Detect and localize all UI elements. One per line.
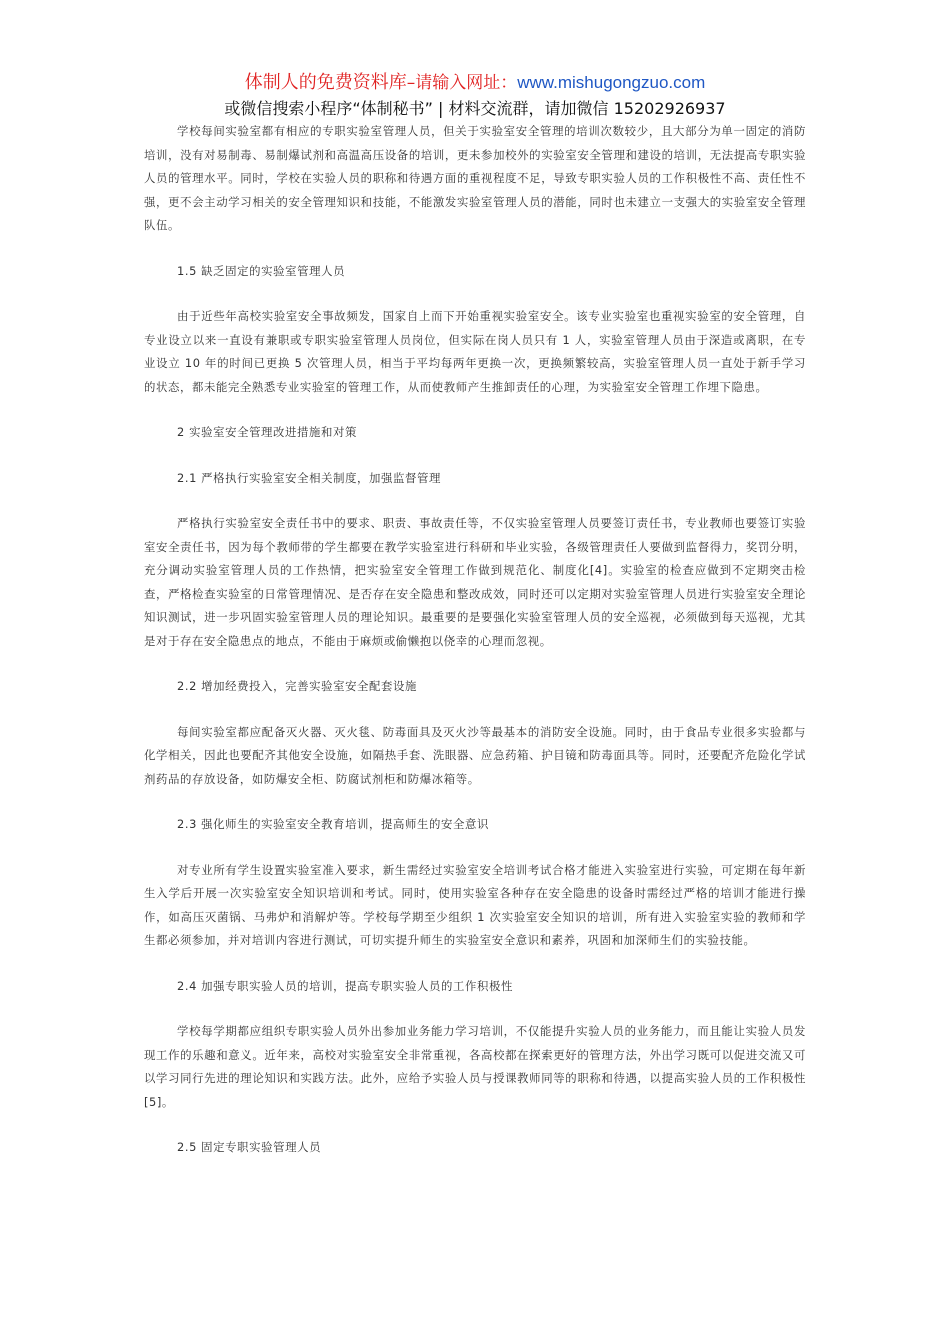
header-prompt: –请输入网址： bbox=[406, 73, 518, 93]
page-header bbox=[0, 70, 950, 122]
heading-2: 2 实验室安全管理改进措施和对策 bbox=[177, 425, 357, 439]
paragraph-3: 严格执行实验室安全责任书中的要求、职责、事故责任等，不仅实验室管理人员要签订责任书，专业教师也要签订实验室安全责任书，因为每个教师带的学生都要在教学实验室进行科研和毕业实验，各级管理责任人要做到监督得力，奖罚分明，充分调动实验室管理人员的工作热情，把实验室安全管理工作做到规范化、制度化[4]。实验室的检查应做到不定期突击检查，严格检查实验室的日常管理情况、是否存在安全隐患和整改成效，同时还可以定期对实验室管理人员进行实验室安全理论知识测试，进一步巩固实验室管理人员的理论知识。最重要的是要强化实验室管理人员的安全巡视，必须做到每天巡视，尤其是对于存在安全隐患点的地点，不能由于麻烦或偷懒抱以侥幸的心理而忽视。 bbox=[144, 516, 806, 648]
paragraph-2: 由于近些年高校实验室安全事故频发，国家自上而下开始重视实验室安全。该专业实验室也重视实验室的安全管理，自专业设立以来一直设有兼职或专职实验室管理人员岗位，但实际在岗人员只有 1 人，实验室管理人员由于深造或离职，在专业设立 10 年的时间已更换 5 次管理人员，相当于平均每两年更换一次，更换频繁较高，实验室管理人员一直处于新手学习的状态，都未能完全熟悉专业实验室的管理工作，从而使教师产生推卸责任的心理，为实验室安全管理工作埋下隐患。 bbox=[144, 309, 806, 394]
paragraph-4: 每间实验室都应配备灭火器、灭火毯、防毒面具及灭火沙等最基本的消防安全设施。同时，由于食品专业很多实验都与化学相关，因此也要配齐其他安全设施，如隔热手套、洗眼器、应急药箱、护目镜和防毒面具等。同时，还要配齐危险化学试剂药品的存放设备，如防爆安全柜、防腐试剂柜和防爆冰箱等。 bbox=[144, 724, 806, 786]
header-line2: 或微信搜索小程序“体制秘书” | 材料交流群，请加微信 15202926937 bbox=[224, 99, 726, 118]
paragraph-6: 学校每学期都应组织专职实验人员外出参加业务能力学习培训，不仅能提升实验人员的业务能力，而且能让实验人员发现工作的乐趣和意义。近年来，高校对实验室安全非常重视，各高校都在探索更好的管理方法，外出学习既可以促进交流又可以学习同行先进的理论知识和实践方法。此外，应给予实验人员与授课教师同等的职称和待遇，以提高实验人员的工作积极性[5]。 bbox=[144, 1024, 806, 1109]
header-brand: 体制人的免费资料库 bbox=[244, 72, 407, 93]
paragraph-5: 对专业所有学生设置实验室准入要求，新生需经过实验室安全培训考试合格才能进入实验室进行实验，可定期在每年新生入学后开展一次实验室安全知识培训和考试。同时，使用实验室各种存在安全隐患的设备时需经过严格的培训才能进行操作，如高压灭菌锅、马弗炉和消解炉等。学校每学期至少组织 1 次实验室安全知识的培训，所有进入实验室实验的教师和学生都必须参加，并对培训内容进行测试，可切实提升师生的实验室安全意识和素养，巩固和加深师生们的实验技能。 bbox=[144, 862, 806, 947]
heading-1-5: 1.5 缺乏固定的实验室管理人员 bbox=[177, 263, 346, 278]
header-line1 bbox=[0, 70, 950, 96]
paragraph-1: 学校每间实验室都有相应的专职实验室管理人员，但关于实验室安全管理的培训次数较少，且大部分为单一固定的消防培训，没有对易制毒、易制爆试剂和高温高压设备的培训，更未参加校外的实验室安全管理和建设的培训，无法提高专职实验人员的管理水平。同时，学校在实验人员的职称和待遇方面的重视程度不足，导致专职实验人员的工作积极性不高、责任性不强，更不会主动学习相关的安全管理知识和技能，不能激发实验室管理人员的潜能，同时也未建立一支强大的实验室安全管理队伍。 bbox=[144, 124, 806, 232]
heading-2-5: 2.5 固定专职实验管理人员 bbox=[177, 1140, 322, 1154]
heading-2-1: 2.1 严格执行实验室安全相关制度，加强监督管理 bbox=[177, 470, 441, 485]
header-url-link[interactable]: www.mishugongzuo.com bbox=[517, 73, 706, 92]
heading-2-4: 2.4 加强专职实验人员的培训，提高专职实验人员的工作积极性 bbox=[177, 978, 513, 993]
heading-2-2: 2.2 增加经费投入，完善实验室安全配套设施 bbox=[177, 679, 418, 693]
article-body bbox=[144, 120, 806, 1182]
heading-2-3: 2.3 强化师生的实验室安全教育培训，提高师生的安全意识 bbox=[177, 817, 489, 831]
